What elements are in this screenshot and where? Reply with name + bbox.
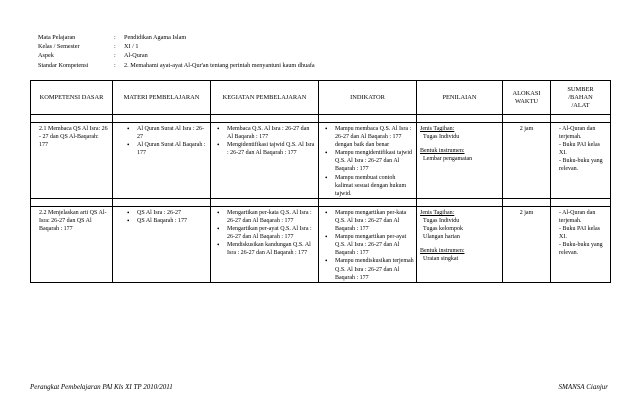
indikator-item: • Mampu mengartikan per-kata Q.S. Al Isra : 26-27 dan Al Baqarah : 177 <box>319 209 414 233</box>
penilaian-cell <box>417 123 503 199</box>
syllabus-table <box>30 80 611 283</box>
kegiatan-item: • Mengartikan per-ayat Q.S. Al Isra : 26-27 dan Al Baqarah : 177 <box>211 225 316 241</box>
indikator-cell <box>319 206 417 282</box>
materi-item: • Al Quran Surat Al Isra : 26-27 <box>121 125 208 141</box>
meta-value: XI / 1 <box>124 43 139 51</box>
kd-cell <box>31 123 113 199</box>
kegiatan-item: • Mengidentifikasi tajwid Q.S. Al Isra : 26-27 dan Al Baqarah : 177 <box>211 141 316 157</box>
meta-separator: : <box>114 43 116 51</box>
materi-item: • Al Quran Surat Al Baqarah : 177 <box>121 141 208 157</box>
kd-cell <box>31 206 113 282</box>
footer-right: SMANSA Cianjur <box>558 383 608 391</box>
kegiatan-item: • Mendiskusikan kandungan Q.S. Al Isra : 26-27 dan Al Baqarah : 177 <box>211 241 316 257</box>
bentuk-instrumen-value: Uraian singkat <box>423 256 459 263</box>
meta-row-mata-pelajaran <box>38 33 315 42</box>
header-alokasi-waktu-text: ALOKASI WAKTU <box>512 89 541 105</box>
table-row <box>31 123 611 199</box>
materi-cell <box>113 123 211 199</box>
bentuk-instrumen-value: Lembar pengamatan <box>423 156 473 163</box>
table-header-row <box>31 81 611 115</box>
sumber-item: - Buku PAI kelas XI. <box>559 142 600 157</box>
kd-text: 2.2 Menjelaskan arti QS Al-Isra: 26-27 dan QS Al Baqarah : 177 <box>39 209 107 233</box>
sumber-item: - Buku-buku yang relevan. <box>559 242 603 257</box>
kegiatan-cell <box>211 206 319 282</box>
jenis-tagihan-item: Tugas kelompok <box>423 226 463 233</box>
jenis-tagihan-item: Ulangan harian <box>423 234 460 241</box>
meta-value: 2. Memahami ayat-ayat Al-Qur'an tentang perintah menyantuni kaum dhuafa <box>124 61 315 69</box>
waktu-cell <box>503 123 551 199</box>
meta-separator: : <box>114 52 116 60</box>
sumber-item: - Buku-buku yang relevan. <box>559 158 603 173</box>
sumber-cell <box>551 123 611 199</box>
waktu-cell <box>503 206 551 282</box>
meta-row-aspek <box>38 51 315 60</box>
header-kegiatan: KEGIATAN PEMBELAJARAN <box>211 81 319 115</box>
header-materi: MATERI PEMBELAJARAN <box>113 81 211 115</box>
meta-row-kelas <box>38 42 315 51</box>
meta-key: Aspek <box>38 52 54 60</box>
kegiatan-item: • Membaca Q.S. Al Isra : 26-27 dan Al Baqarah : 177 <box>211 125 316 141</box>
jenis-tagihan-item: Tugas Individu <box>423 217 460 224</box>
indikator-item: • Mampu mendiskusikan terjemah Q.S. Al Isra : 26-27 dan Al Baqarah : 177 <box>319 257 414 281</box>
indikator-item: • Mampu mengidentifikasi tajwid Q.S. Al Isra : 26-27 dan Al Baqarah : 177 <box>319 149 414 173</box>
kegiatan-item: • Mengartikan per-kata Q.S. Al Isra : 26-27 dan Al Baqarah : 177 <box>211 209 316 225</box>
bentuk-instrumen-label: Bentuk instrumen: <box>420 248 465 255</box>
sumber-item: - Al-Quran dan terjemah. <box>559 209 596 224</box>
bentuk-instrumen-label: Bentuk instrumen: <box>420 148 465 155</box>
meta-key: Standar Kompetensi <box>38 61 89 69</box>
meta-key: Mata Pelajaran <box>38 34 76 41</box>
jenis-tagihan-label: Jenis Tagihan: <box>420 126 455 132</box>
meta-value: Al-Quran <box>124 52 148 60</box>
header-penilaian: PENILAIAN <box>417 81 503 115</box>
sumber-item: - Al-Quran dan terjemah. <box>559 126 596 141</box>
header-indikator: INDIKATOR <box>319 81 417 115</box>
indikator-item: • Mampu mengartikan per-ayat Q.S. Al Isra : 26-27 dan Al Baqarah : 177 <box>319 233 414 257</box>
meta-row-standar-kompetensi <box>38 61 315 70</box>
waktu-value: 2 jam <box>519 126 534 132</box>
header-sumber-text: SUMBER /BAHAN /ALAT <box>567 85 594 109</box>
penilaian-cell <box>417 206 503 282</box>
materi-cell <box>113 206 211 282</box>
footer-left: Perangkat Pembelajaran PAI Kls XI TP 2010/2011 <box>30 383 173 391</box>
kegiatan-cell <box>211 123 319 199</box>
indikator-cell <box>319 123 417 199</box>
document-header <box>38 33 315 70</box>
sumber-cell <box>551 206 611 282</box>
spacer-row <box>31 198 611 206</box>
materi-item: • QS Al Baqarah : 177 <box>121 217 208 225</box>
table-row <box>31 206 611 282</box>
jenis-tagihan-label: Jenis Tagihan: <box>420 209 455 216</box>
indikator-item: • Mampu membaca Q.S. Al Isra : 26-27 dan Al Baqarah : 177 dengan baik dan benar <box>319 125 414 149</box>
waktu-value: 2 jam <box>519 209 534 216</box>
header-sumber <box>551 81 611 115</box>
meta-value: Pendidikan Agama Islam <box>124 34 187 41</box>
meta-separator: : <box>114 61 116 69</box>
jenis-tagihan-item: Tugas Individu <box>423 134 460 141</box>
kd-text: 2.1 Membaca QS Al Isra: 26 - 27 dan QS Al-Baqarah: 177 <box>39 126 108 149</box>
indikator-item: • Mampu membuat contoh kalimat sesuai dengan hukum tajwid. <box>319 174 414 198</box>
spacer-row <box>31 115 611 123</box>
materi-item: • QS Al Isra : 26-27 <box>121 209 208 217</box>
meta-separator: : <box>114 34 116 41</box>
meta-key: Kelas / Semester <box>38 43 80 51</box>
sumber-item: - Buku PAI kelas XI. <box>559 226 600 241</box>
header-alokasi-waktu <box>503 81 551 115</box>
header-kompetensi-dasar: KOMPETENSI DASAR <box>31 81 113 115</box>
